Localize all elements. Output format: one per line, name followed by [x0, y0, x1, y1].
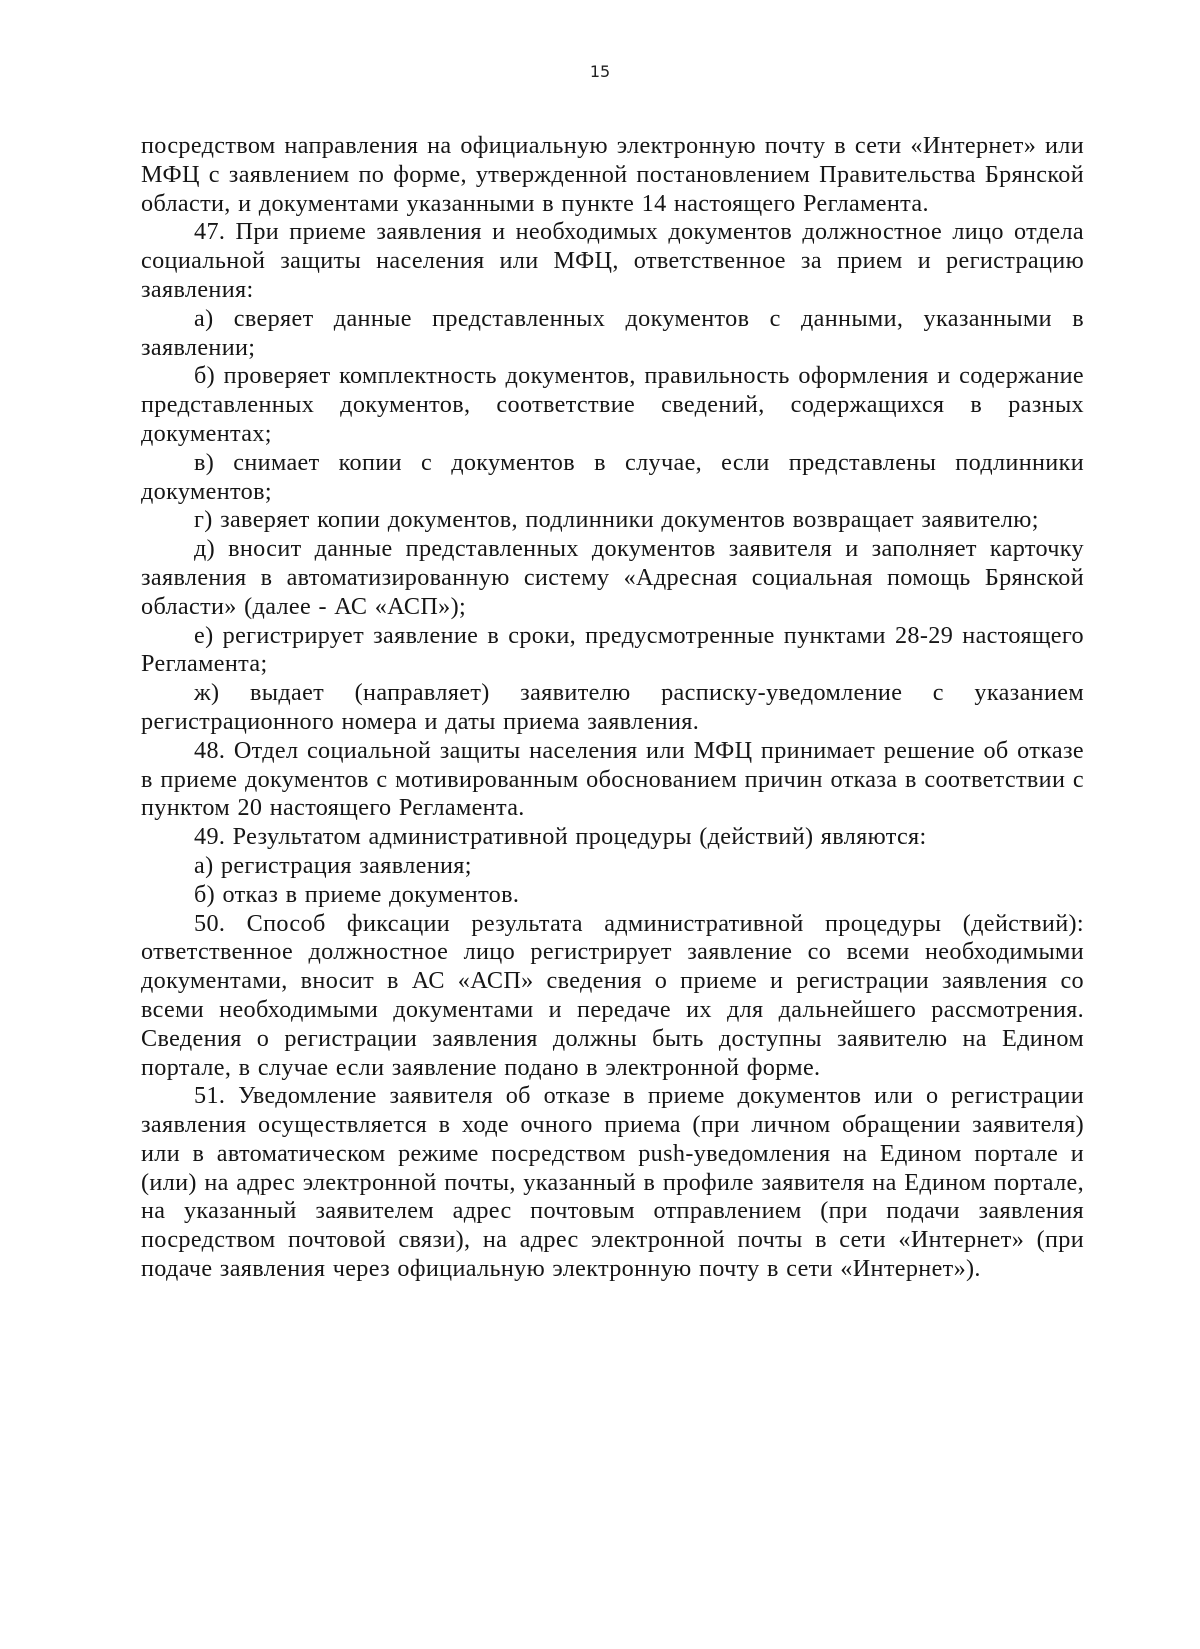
paragraph-48: 48. Отдел социальной защиты населения или МФЦ принимает решение об отказе в приеме документов с мотивированным обоснованием причин отказа в соответствии с пунктом 20 настоящего Регламента. [141, 736, 1084, 822]
paragraph-continuation: посредством направления на официальную электронную почту в сети «Интернет» или МФЦ с заявлением по форме, утвержденной постановлением Правительства Брянской области, и документами указанными в пункте 14 настоящего Регламента. [141, 132, 1084, 217]
paragraph-47: 47. При приеме заявления и необходимых документов должностное лицо отдела социальной защиты населения или МФЦ, ответственное за прием и регистрацию заявления: [141, 218, 1084, 303]
paragraph-49-b: б) отказ в приеме документов. [194, 880, 520, 908]
page-number: 15 [589, 62, 611, 81]
paragraph-47-b: б) проверяет комплектность документов, правильность оформления и содержание представленных документов, соответствие сведений, содержащихся в разных документах; [141, 362, 1084, 447]
paragraph-47-a: а) сверяет данные представленных документов с данными, указанными в заявлении; [141, 304, 1084, 361]
paragraph-51: 51. Уведомление заявителя об отказе в приеме документов или о регистрации заявления осуществляется в ходе очного приема (при личном обращении заявителя) или в автоматическом режиме посредством push-уведомления на Едином портале и (или) на адрес электронной почты, указанный в профиле заявителя на Едином портале, на указанный заявителем адрес почтовым отправлением (при подачи заявления посредством почтовой связи), на адрес электронной почты в сети «Интернет» (при подаче заявления через официальную электронную почту в сети «Интернет»). [141, 1082, 1084, 1283]
paragraph-47-v: в) снимает копии с документов в случае, если представлены подлинники документов; [141, 448, 1084, 505]
paragraph-47-g: г) заверяет копии документов, подлинники документов возвращает заявителю; [194, 506, 1039, 534]
document-body [141, 132, 1084, 1284]
paragraph-47-zh: ж) выдает (направляет) заявителю расписку-уведомление с указанием регистрационного номера и даты приема заявления. [141, 679, 1084, 735]
paragraph-47-e: е) регистрирует заявление в сроки, предусмотренные пунктами 28-29 настоящего Регламента; [141, 621, 1084, 678]
paragraph-50: 50. Способ фиксации результата административной процедуры (действий): ответственное должностное лицо регистрирует заявление со всеми необходимыми документами, вносит в АС «АСП» сведения о приеме и регистрации заявления со всеми необходимыми документами и передаче их для дальнейшего рассмотрения. Сведения о регистрации заявления должны быть доступны заявителю на Едином портале, в случае если заявление подано в электронной форме. [141, 909, 1084, 1081]
paragraph-47-d: д) вносит данные представленных документов заявителя и заполняет карточку заявления в автоматизированную систему «Адресная социальная помощь Брянской области» (далее - АС «АСП»); [141, 535, 1084, 620]
paragraph-49-a: а) регистрация заявления; [194, 851, 472, 879]
paragraph-49: 49. Результатом административной процедуры (действий) являются: [194, 823, 927, 851]
